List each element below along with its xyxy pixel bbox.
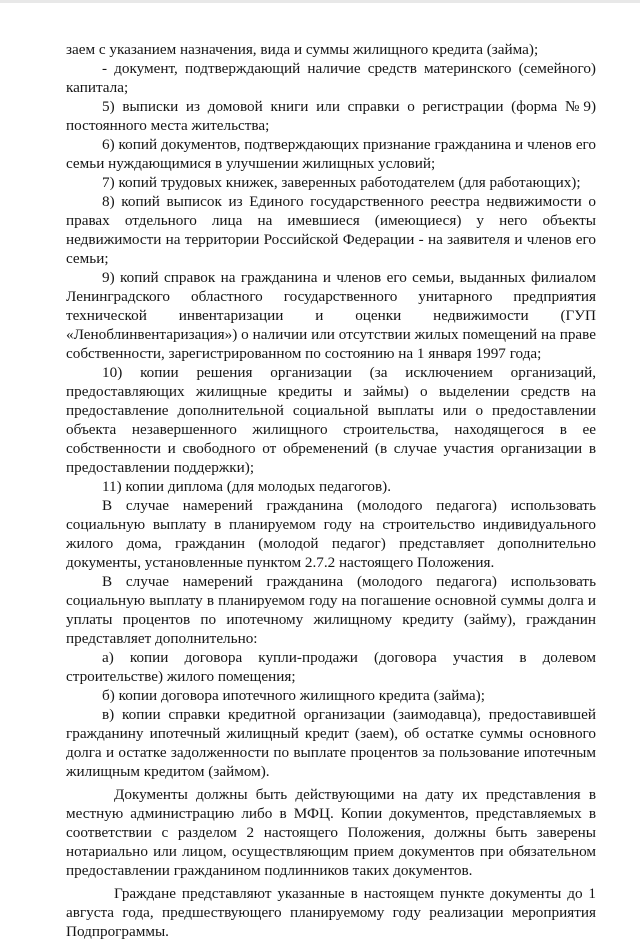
document-body: [66, 40, 596, 941]
paragraph-sub-a: а) копии договора купли-продажи (договора участия в долевом строительстве) жилого помещения;: [66, 649, 596, 685]
paragraph-item-10: 10) копии решения организации (за исключением организаций, предоставляющих жилищные кредиты и займы) о выделении средств на предоставление дополнительной социальной выплаты или о предоставлении объекта незавершенного жилищного строительства, находящегося в ее собственности и свободного от обременений (в случае участия организации в предоставлении поддержки);: [66, 364, 596, 476]
paragraph-item-5: 5) выписки из домовой книги или справки о регистрации (форма №9) постоянного места жительства;: [66, 98, 596, 134]
paragraph-intro: заем с указанием назначения, вида и суммы жилищного кредита (займа);: [66, 41, 539, 58]
paragraph-item-9: 9) копий справок на гражданина и членов его семьи, выданных филиалом Ленинградского областного государственного унитарного предприятия технической инвентаризации и оценки недвижимости (ГУП «Леноблинвентаризация») о наличии или отсутствии жилых помещений на праве собственности, зарегистрированном по состоянию на 1 января 1997 года;: [66, 269, 596, 362]
paragraph-item-8: 8) копий выписок из Единого государственного реестра недвижимости о правах отдельного лица на имевшиеся (имеющиеся) у него объекты недвижимости на территории Российской Федерации - на заявителя и членов его семьи;: [66, 193, 596, 267]
paragraph-mortgage-repayment: В случае намерений гражданина (молодого педагога) использовать социальную выплату в планируемом году на погашение основной суммы долга и уплаты процентов по ипотечному жилищному кредиту (займу), гражданин представляет дополнительно:: [66, 573, 596, 647]
paragraph-sub-b: б) копии договора ипотечного жилищного кредита (займа);: [102, 687, 485, 704]
paragraph-item-7: 7) копий трудовых книжек, заверенных работодателем (для работающих);: [102, 174, 581, 191]
paragraph-maternity-capital: - документ, подтверждающий наличие средств материнского (семейного) капитала;: [66, 60, 596, 96]
paragraph-sub-v: в) копии справки кредитной организации (заимодавца), предоставившей гражданину ипотечный жилищный кредит (заем), об остатке суммы основного долга и остатке задолженности по выплате процентов за пользование ипотечным жилищным кредитом (займом).: [66, 706, 596, 780]
paragraph-house-construction: В случае намерений гражданина (молодого педагога) использовать социальную выплату в планируемом году на строительство индивидуального жилого дома, гражданин (молодой педагог) представляет дополнительно документы, установленные пунктом 2.7.2 настоящего Положения.: [66, 497, 596, 571]
paragraph-deadline: Граждане представляют указанные в настоящем пункте документы до 1 августа года, предшествующего планируемому году реализации мероприятия Подпрограммы.: [66, 885, 596, 940]
paragraph-validity: Документы должны быть действующими на дату их представления в местную администрацию либо в МФЦ. Копии документов, представляемых в соответствии с разделом 2 настоящего Положения, должны быть заверены нотариально или лицом, осуществляющим прием документов при обязательном предоставлении гражданином подлинников таких документов.: [66, 786, 596, 879]
scan-edge: [0, 0, 640, 3]
paragraph-item-6: 6) копий документов, подтверждающих признание гражданина и членов его семьи нуждающимися в улучшении жилищных условий;: [66, 136, 596, 172]
paragraph-item-11: 11) копии диплома (для молодых педагогов).: [102, 478, 392, 495]
